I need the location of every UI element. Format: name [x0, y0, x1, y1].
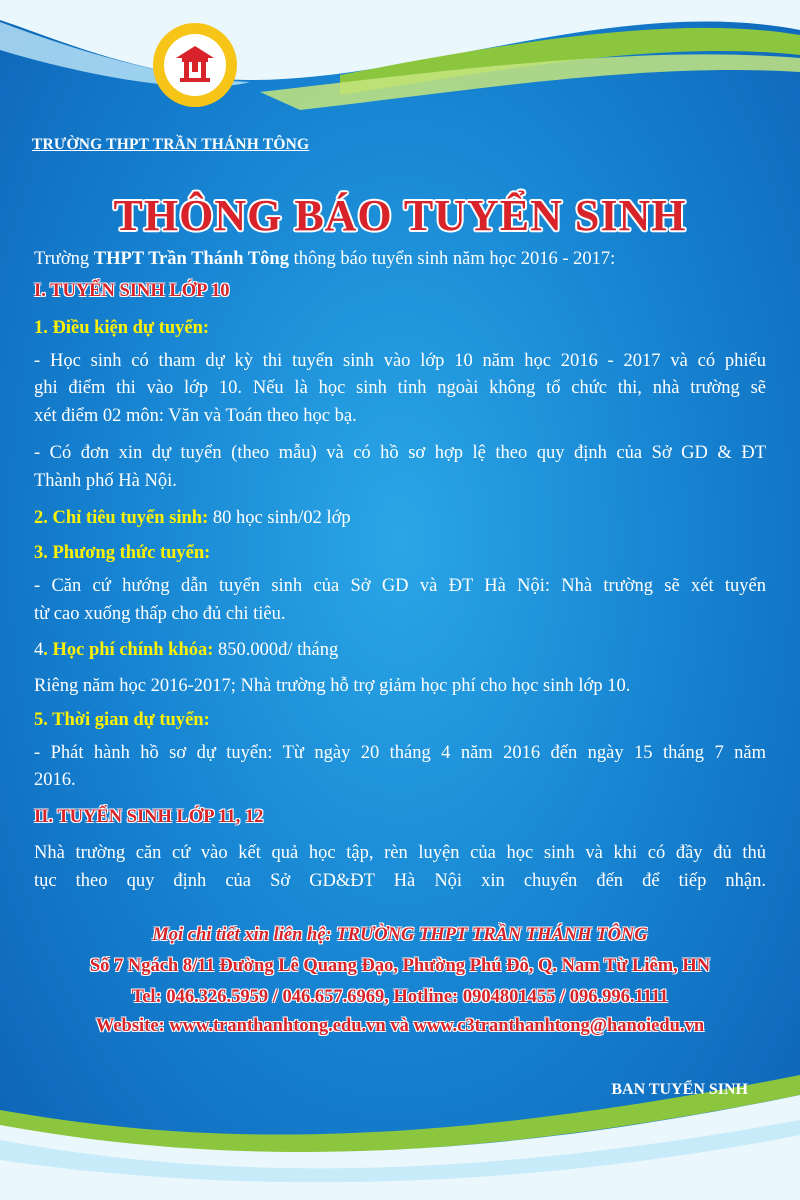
item4-note: Riêng năm học 2016-2017; Nhà trường hỗ trợ giảm học phí cho học sinh lớp 10. [34, 676, 631, 696]
school-name-header: TRƯỜNG THPT TRẦN THÁNH TÔNG [32, 136, 310, 153]
item1-para1-line1: - Học sinh có tham dự kỳ thi tuyển sinh vào lớp 10 năm học 2016 - 2017 và có phiếu [34, 351, 766, 371]
contact-line1: Mọi chi tiết xin liên hệ: TRƯỜNG THPT TRẦN THÁNH TÔNG [152, 925, 648, 945]
item2-line [34, 506, 766, 531]
item2-heading: 2. Chỉ tiêu tuyển sinh: [34, 508, 209, 528]
school-logo [152, 22, 238, 108]
item3-line1: - Căn cứ hướng dẫn tuyển sinh của Sở GD và ĐT Hà Nội: Nhà trường sẽ xét tuyển [34, 576, 766, 596]
contact-address: Số 7 Ngách 8/11 Đường Lê Quang Đạo, Phường Phú Đô, Q. Nam Từ Liêm, HN [89, 956, 711, 976]
item5-line2: 2016. [34, 770, 76, 790]
item2-value: 80 học sinh/02 lớp [208, 508, 351, 528]
item1-para2-line1: - Có đơn xin dự tuyển (theo mẫu) và có hồ sơ hợp lệ theo quy định của Sở GD & ĐT [34, 443, 766, 463]
intro-line: Trường THPT Trần Thánh Tông thông báo tuyển sinh năm học 2016 - 2017: [34, 249, 616, 269]
section2-line2: tục theo quy định của Sở GD&ĐT Hà Nội xin chuyển đến để tiếp nhận. [34, 871, 766, 891]
item3-heading: 3. Phương thức tuyển: [34, 543, 211, 563]
item4-line [34, 638, 766, 663]
section2-heading: II. TUYỂN SINH LỚP 11, 12 [34, 807, 264, 827]
item5-line1: - Phát hành hồ sơ dự tuyển: Từ ngày 20 tháng 4 năm 2016 đến ngày 15 tháng 7 năm [34, 743, 766, 763]
item5-heading: 5. Thời gian dự tuyển: [34, 710, 210, 730]
section1-heading: I. TUYỂN SINH LỚP 10 [34, 281, 230, 301]
item3-line2: từ cao xuống thấp cho đủ chi tiêu. [34, 604, 286, 624]
contact-website: Website: www.tranthanhtong.edu.vn và www.c3tranthanhtong@hanoiedu.vn [95, 1016, 705, 1036]
item1-para1-line3: xét điểm 02 môn: Văn và Toán theo học bạ. [34, 406, 357, 426]
item1-para1-line2: ghi điểm thi vào lớp 10. Nếu là học sinh tỉnh ngoài không tổ chức thi, nhà trường sẽ [34, 378, 766, 398]
item4-heading: . Học phí chính khóa: [43, 640, 214, 660]
page-title: THÔNG BÁO TUYỂN SINH [113, 191, 687, 240]
item4-value: 850.000đ/ tháng [213, 640, 339, 660]
item1-heading: 1. Điều kiện dự tuyển: [34, 318, 210, 338]
item1-para2-line2: Thành phố Hà Nội. [34, 471, 177, 491]
section2-line1: Nhà trường căn cứ vào kết quả học tập, rèn luyện của học sinh và khi có đầy đủ thủ [34, 843, 766, 863]
contact-phone: Tel: 046.326.5959 / 046.657.6969, Hotline: 0904801455 / 096.996.1111 [131, 987, 669, 1007]
signature: BAN TUYỂN SINH [611, 1081, 748, 1098]
item4-number: 4 [34, 640, 44, 660]
